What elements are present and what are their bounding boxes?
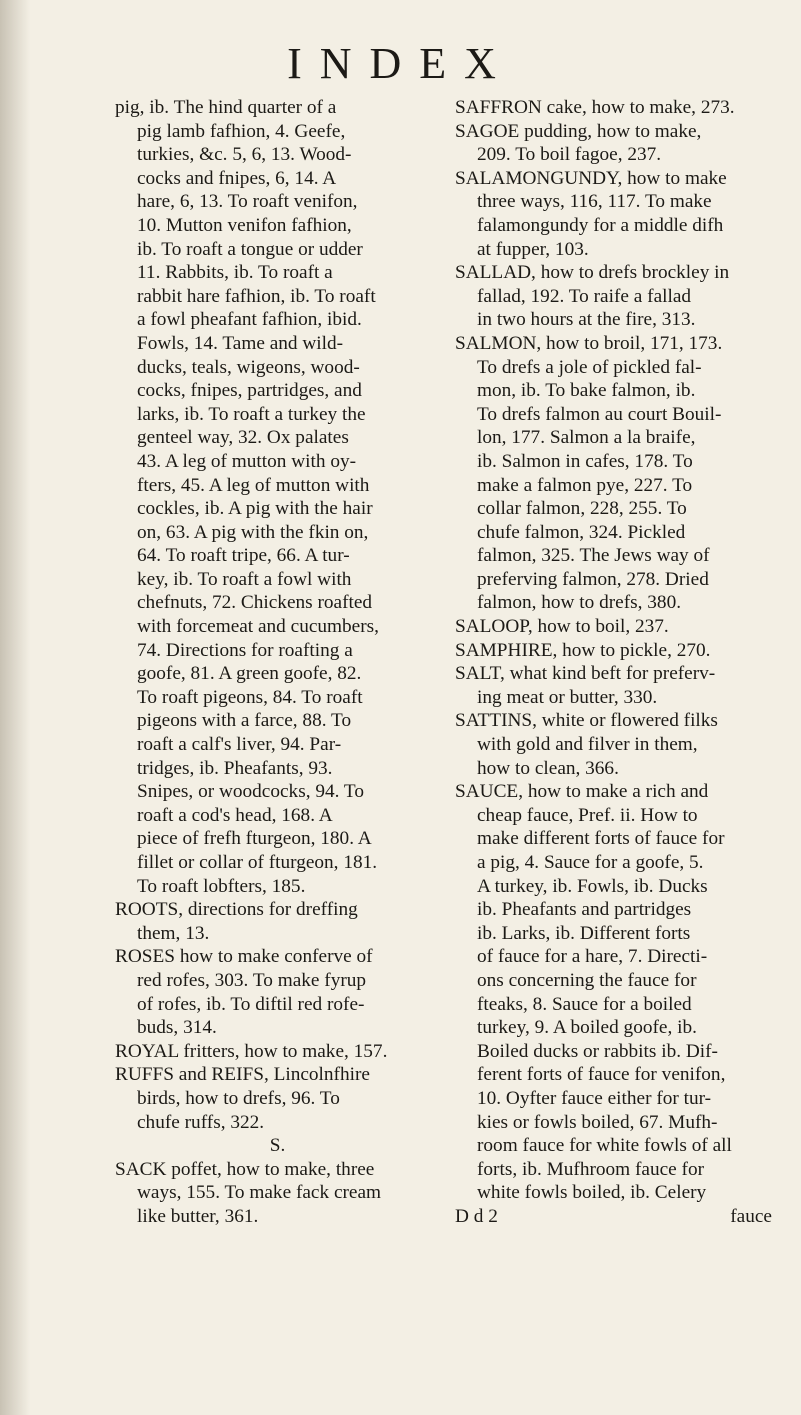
signature-mark: D d 2 [455,1205,498,1227]
left-index-line: larks, ib. To roaft a turkey the [137,403,366,425]
right-index-line: Boiled ducks or rabbits ib. Dif- [477,1040,718,1062]
right-index-line: To drefs falmon au court Bouil- [477,403,722,425]
left-index-line: 10. Mutton venifon fafhion, [137,214,352,236]
left-index-line: red rofes, 303. To make fyrup [137,969,367,991]
right-index-line: ferent forts of fauce for venifon, [477,1064,726,1086]
right-index-line: SALAMONGUNDY, how to make [455,167,727,189]
left-index-line: like butter, 361. [137,1205,259,1227]
right-index-line: three ways, 116, 117. To make [477,191,712,213]
left-column [115,96,440,1229]
left-index-line: 64. To roaft tripe, 66. A tur- [137,545,350,567]
right-index-line: SALMON, how to broil, 171, 173. [455,332,723,354]
right-index-line: lon, 177. Salmon a la braife, [477,427,696,449]
left-index-line: of rofes, ib. To diftil red rofe- [137,993,365,1015]
left-index-line: ib. To roaft a tongue or udder [137,238,363,260]
right-index-line: falmon, how to drefs, 380. [477,592,682,614]
left-index-line: 74. Directions for roafting a [137,639,353,661]
right-index-line: with gold and filver in them, [477,734,698,756]
left-index-line: chefnuts, 72. Chickens roafted [137,592,373,614]
right-index-line: fteaks, 8. Sauce for a boiled [477,993,692,1015]
right-index-line: ib. Pheafants and partridges [477,899,692,921]
right-index-line: kies or fowls boiled, 67. Mufh- [477,1111,718,1133]
right-index-line: SAGOE pudding, how to make, [455,120,702,142]
right-index-line: SALOOP, how to boil, 237. [455,616,669,638]
right-index-line: of fauce for a hare, 7. Directi- [477,946,708,968]
right-index-line: SALLAD, how to drefs brockley in [455,262,730,284]
left-index-line: pig, ib. The hind quarter of a [115,97,337,118]
right-index-line: turkey, 9. A boiled goofe, ib. [477,1017,697,1039]
right-column [455,96,780,1229]
left-index-line: ROOTS, directions for dreffing [115,899,358,921]
left-index-line: chufe ruffs, 322. [137,1111,265,1133]
right-index-line: ib. Larks, ib. Different forts [477,922,691,944]
right-index-line: ib. Salmon in cafes, 178. To [477,450,693,472]
right-index-line: make a falmon pye, 227. To [477,474,693,496]
right-index-line: 209. To boil fagoe, 237. [477,144,662,166]
left-index-line: Fowls, 14. Tame and wild- [137,332,344,354]
index-header: INDEX [287,39,514,88]
left-index-line: SACK poffet, how to make, three [115,1158,375,1180]
right-index-line: A turkey, ib. Fowls, ib. Ducks [477,875,708,897]
left-index-line: fillet or collar of fturgeon, 181. [137,852,378,873]
right-index-line: falmon, 325. The Jews way of [477,545,710,567]
left-index-line: tridges, ib. Pheafants, 93. [137,757,333,779]
left-index-line: fters, 45. A leg of mutton with [137,474,370,496]
right-index-line: SAFFRON cake, how to make, 273. [455,97,735,118]
left-index-line: pigeons with a farce, 88. To [137,710,352,732]
right-index-line: mon, ib. To bake falmon, ib. [477,380,696,402]
left-index-line: goofe, 81. A green goofe, 82. [137,663,362,685]
left-index-line: roaft a cod's head, 168. A [137,804,333,826]
left-index-line: ways, 155. To make fack cream [137,1182,382,1204]
left-index-line: rabbit hare fafhion, ib. To roaft [137,285,376,307]
right-index-line: SAMPHIRE, how to pickle, 270. [455,639,711,661]
left-index-line: pig lamb fafhion, 4. Geefe, [137,120,346,142]
right-index-line: cheap fauce, Pref. ii. How to [477,804,698,826]
left-index-line: ROSES how to make conferve of [115,946,373,968]
left-index-line: S. [269,1135,286,1157]
left-index-line: buds, 314. [137,1017,217,1039]
left-index-line: cocks and fnipes, 6, 14. A [137,167,337,189]
right-index-line: chufe falmon, 324. Pickled [477,521,686,543]
left-index-line: with forcemeat and cucumbers, [137,616,379,638]
left-index-line: genteel way, 32. Ox palates [137,427,349,449]
right-index-line: at fupper, 103. [477,238,589,260]
left-index-line: a fowl pheafant fafhion, ibid. [137,309,362,331]
left-index-line: ROYAL fritters, how to make, 157. [115,1040,388,1062]
right-index-line: how to clean, 366. [477,757,619,779]
right-index-line: SAUCE, how to make a rich and [455,781,709,803]
left-index-line: hare, 6, 13. To roaft venifon, [137,191,358,213]
right-index-line: falamongundy for a middle difh [477,214,724,236]
right-index-line: To drefs a jole of pickled fal- [477,356,702,378]
right-index-line: ing meat or butter, 330. [477,686,658,708]
left-index-line: cockles, ib. A pig with the hair [137,498,373,520]
right-index-line: fallad, 192. To raife a fallad [477,285,692,307]
right-index-line: collar falmon, 228, 255. To [477,498,687,520]
left-index-line: turkies, &c. 5, 6, 13. Wood- [137,144,352,166]
left-index-line: 43. A leg of mutton with oy- [137,450,357,472]
right-index-line: ons concerning the fauce for [477,969,697,991]
right-index-line: SATTINS, white or flowered filks [455,710,718,732]
page-edge-shadow [0,0,30,1415]
left-index-line: cocks, fnipes, partridges, and [137,380,362,402]
left-index-line: Snipes, or woodcocks, 94. To [137,781,364,803]
right-index-line: make different forts of fauce for [477,828,725,850]
left-index-line: To roaft pigeons, 84. To roaft [137,686,363,708]
left-index-line: To roaft lobfters, 185. [137,875,306,897]
left-index-line: birds, how to drefs, 96. To [137,1087,340,1109]
right-index-line: white fowls boiled, ib. Celery [477,1182,707,1204]
right-index-line: preferving falmon, 278. Dried [477,568,709,590]
left-index-line: on, 63. A pig with the fkin on, [137,521,369,543]
left-index-line: 11. Rabbits, ib. To roaft a [137,262,333,284]
catchword: fauce [730,1205,772,1227]
right-index-line: a pig, 4. Sauce for a goofe, 5. [477,852,704,873]
left-index-line: key, ib. To roaft a fowl with [137,568,352,590]
left-index-line: them, 13. [137,922,210,944]
right-index-line: room fauce for white fowls of all [477,1135,732,1157]
left-index-line: RUFFS and REIFS, Lincolnfhire [115,1064,370,1086]
right-index-line: in two hours at the fire, 313. [477,309,696,331]
left-index-line: roaft a calf's liver, 94. Par- [137,734,342,756]
page-footer [455,1205,780,1229]
left-index-line: piece of frefh fturgeon, 180. A [137,828,372,850]
right-index-line: SALT, what kind beft for preferv- [455,663,716,685]
right-index-line: 10. Oyfter fauce either for tur- [477,1087,712,1109]
left-index-line: ducks, teals, wigeons, wood- [137,356,360,378]
right-index-line: forts, ib. Mufhroom fauce for [477,1158,705,1180]
